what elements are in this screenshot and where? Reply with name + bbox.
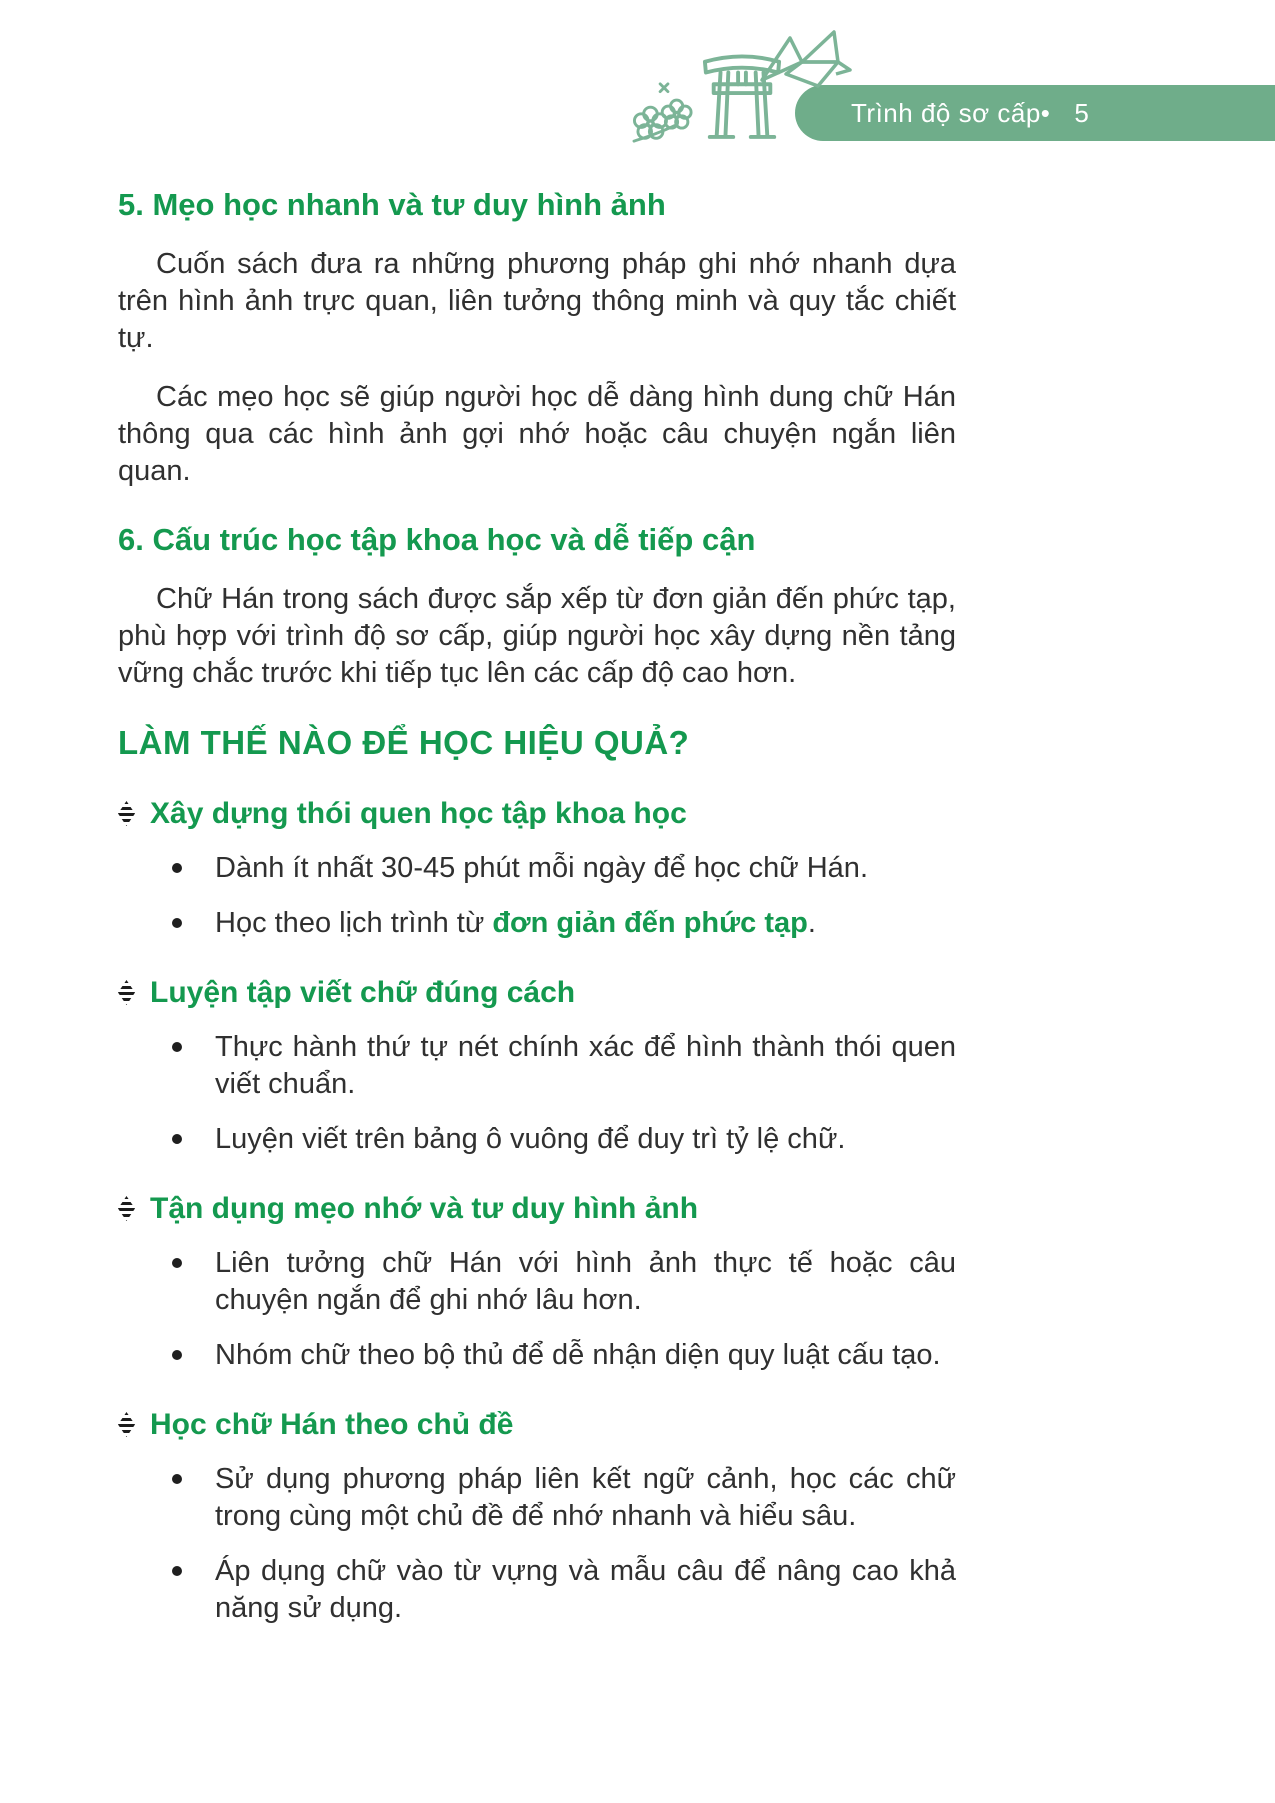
list-item-text: Sử dụng phương pháp liên kết ngữ cảnh, học các chữ trong cùng một chủ đề để nhớ nhanh và hiểu sâu. — [215, 1463, 956, 1532]
list-item-text-emphasis: đơn giản đến phức tạp — [492, 907, 808, 939]
study-tip-group — [118, 974, 956, 1158]
group-title-text: Xây dựng thói quen học tập khoa học — [150, 797, 687, 830]
group-title-row — [118, 1190, 956, 1227]
striped-diamond-icon — [118, 1412, 135, 1437]
group-title-row — [118, 974, 956, 1011]
bullet-dot — [172, 1134, 182, 1144]
bullet-dot — [172, 863, 182, 873]
list-item-text-prefix: Học theo lịch trình từ — [215, 907, 493, 939]
section-5-paragraph-1: Cuốn sách đưa ra những phương pháp ghi nhớ nhanh dựa trên hình ảnh trực quan, liên tưởng thông minh và quy tắc chiết tự. — [118, 248, 956, 354]
list-item-text: Luyện viết trên bảng ô vuông để duy trì tỷ lệ chữ. — [215, 1123, 846, 1155]
study-tip-group — [118, 795, 956, 942]
study-tip-group — [118, 1406, 956, 1627]
page-number: 5 — [1074, 97, 1090, 128]
list-item-text — [215, 905, 956, 942]
section-6-paragraph-1: Chữ Hán trong sách được sắp xếp từ đơn giản đến phức tạp, phù hợp với trình độ sơ cấp, giúp người học xây dựng nền tảng vững chắc trước khi tiếp tục lên các cấp độ cao hơn. — [118, 583, 956, 689]
list-item — [118, 1461, 956, 1535]
bullet-dot — [172, 1258, 182, 1268]
section-6-heading: 6. Cấu trúc học tập khoa học và dễ tiếp cận — [118, 522, 756, 557]
page-content — [118, 185, 956, 1627]
list-item-text: Thực hành thứ tự nét chính xác để hình thành thói quen viết chuẩn. — [215, 1031, 956, 1100]
striped-diamond-icon — [118, 1196, 135, 1221]
list-item-text-suffix: . — [807, 907, 816, 939]
list-item — [118, 850, 956, 887]
level-badge-label: Trình độ sơ cấp — [851, 97, 1041, 128]
level-badge — [795, 85, 1275, 141]
bullet-dot — [172, 1042, 182, 1052]
level-badge-dot: • — [1040, 97, 1051, 128]
cherry-blossom-icon — [631, 80, 699, 144]
group-title-text: Học chữ Hán theo chủ đề — [150, 1408, 514, 1441]
list-item-text: Dành ít nhất 30-45 phút mỗi ngày để học chữ Hán. — [215, 852, 868, 884]
list-item — [118, 1029, 956, 1103]
origami-crane-icon — [756, 28, 852, 102]
list-item — [118, 1553, 956, 1627]
group-title-row — [118, 1406, 956, 1443]
bullet-dot — [172, 918, 182, 928]
section-5-paragraph-2: Các mẹo học sẽ giúp người học dễ dàng hình dung chữ Hán thông qua các hình ảnh gợi nhớ hoặc câu chuyện ngắn liên quan. — [118, 381, 956, 487]
how-to-study-heading: LÀM THẾ NÀO ĐỂ HỌC HIỆU QUẢ? — [118, 724, 690, 761]
list-item — [118, 1337, 956, 1374]
list-item-text: Áp dụng chữ vào từ vựng và mẫu câu để nâng cao khả năng sử dụng. — [215, 1555, 956, 1624]
list-item — [118, 905, 956, 942]
group-title-row — [118, 795, 956, 832]
section-5-heading: 5. Mẹo học nhanh và tư duy hình ảnh — [118, 187, 666, 222]
striped-diamond-icon — [118, 980, 135, 1005]
group-title-text: Luyện tập viết chữ đúng cách — [150, 976, 576, 1009]
bullet-dot — [172, 1566, 182, 1576]
list-item — [118, 1245, 956, 1319]
striped-diamond-icon — [118, 801, 135, 826]
list-item-text: Nhóm chữ theo bộ thủ để dễ nhận diện quy luật cấu tạo. — [215, 1339, 941, 1371]
study-tip-group — [118, 1190, 956, 1374]
group-title-text: Tận dụng mẹo nhớ và tư duy hình ảnh — [150, 1192, 699, 1225]
bullet-dot — [172, 1474, 182, 1484]
list-item — [118, 1121, 956, 1158]
list-item-text: Liên tưởng chữ Hán với hình ảnh thực tế hoặc câu chuyện ngắn để ghi nhớ lâu hơn. — [215, 1247, 956, 1316]
bullet-dot — [172, 1350, 182, 1360]
